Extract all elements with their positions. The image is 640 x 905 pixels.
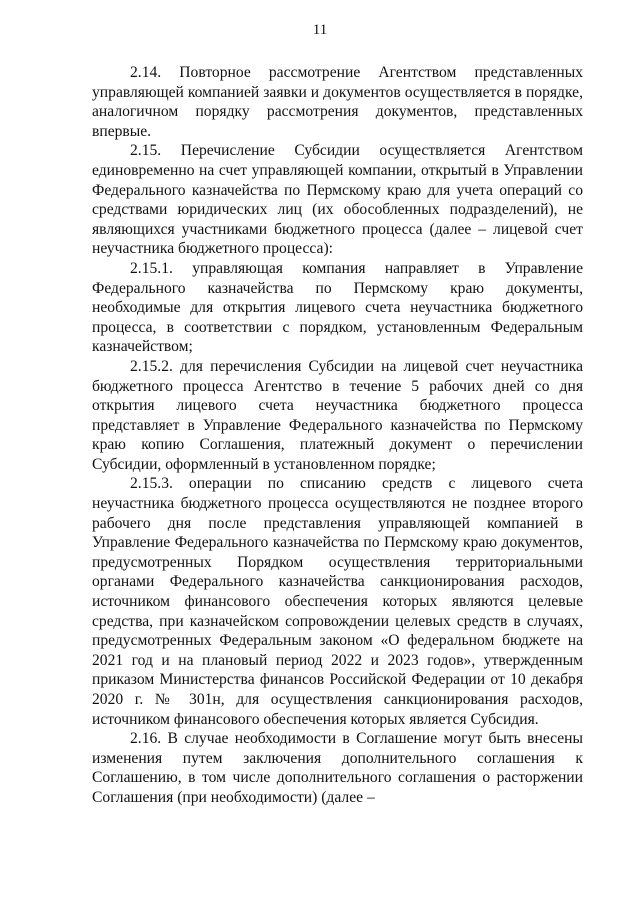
paragraph-2-15: 2.15. Перечисление Субсидии осуществляется Агентством единовременно на счет управляющей компании, открытый в Управлении Федерального казначейства по Пермскому краю для учета операций со средствами юридических лиц (их обособленных подразделений), не являющихся участниками бюджетного процесса (далее – лицевой счет неучастника бюджетного процесса): xyxy=(92,142,583,258)
document-body xyxy=(92,63,583,808)
page-number: 11 xyxy=(312,22,328,38)
paragraph-2-15-3: 2.15.3. операции по списанию средств с лицевого счета неучастника бюджетного процесса осуществляются не позднее второго рабочего дня после представления управляющей компанией в Управление Федерального казначейства по Пермскому краю документов, предусмотренных Порядком осуществления территориальными органами Федерального казначейства санкционирования расходов, источником финансового обеспечения которых являются целевые средства, при казначейском сопровождении целевых средств в случаях, предусмотренных Федеральным законом «О федеральном бюджете на 2021 год и на плановый период 2022 и 2023 годов», утвержденным приказом Министерства финансов Российской Федерации от 10 декабря 2020 г. № 301н, для осуществления санкционирования расходов, источником финансового обеспечения которых является Субсидия. xyxy=(92,475,583,728)
paragraph-2-16: 2.16. В случае необходимости в Соглашение могут быть внесены изменения путем заключения дополнительного соглашения к Соглашению, в том числе дополнительного соглашения о расторжении Соглашения (при необходимости) (далее – xyxy=(92,730,583,806)
paragraph-2-14: 2.14. Повторное рассмотрение Агентством представленных управляющей компанией заявки и документов осуществляется в порядке, аналогичном порядку рассмотрения документов, представленных впервые. xyxy=(92,64,583,140)
paragraph-2-15-1: 2.15.1. управляющая компания направляет в Управление Федерального казначейства по Пермскому краю документы, необходимые для открытия лицевого счета неучастника бюджетного процесса, в соответствии с порядком, установленным Федеральным казначейством; xyxy=(92,259,583,356)
paragraph-2-15-2: 2.15.2. для перечисления Субсидии на лицевой счет неучастника бюджетного процесса Агентство в течение 5 рабочих дней со дня открытия лицевого счета неучастника бюджетного процесса представляет в Управление Федерального казначейства по Пермскому краю копию Соглашения, платежный документ о перечислении Субсидии, оформленный в установленном порядке; xyxy=(92,357,583,473)
